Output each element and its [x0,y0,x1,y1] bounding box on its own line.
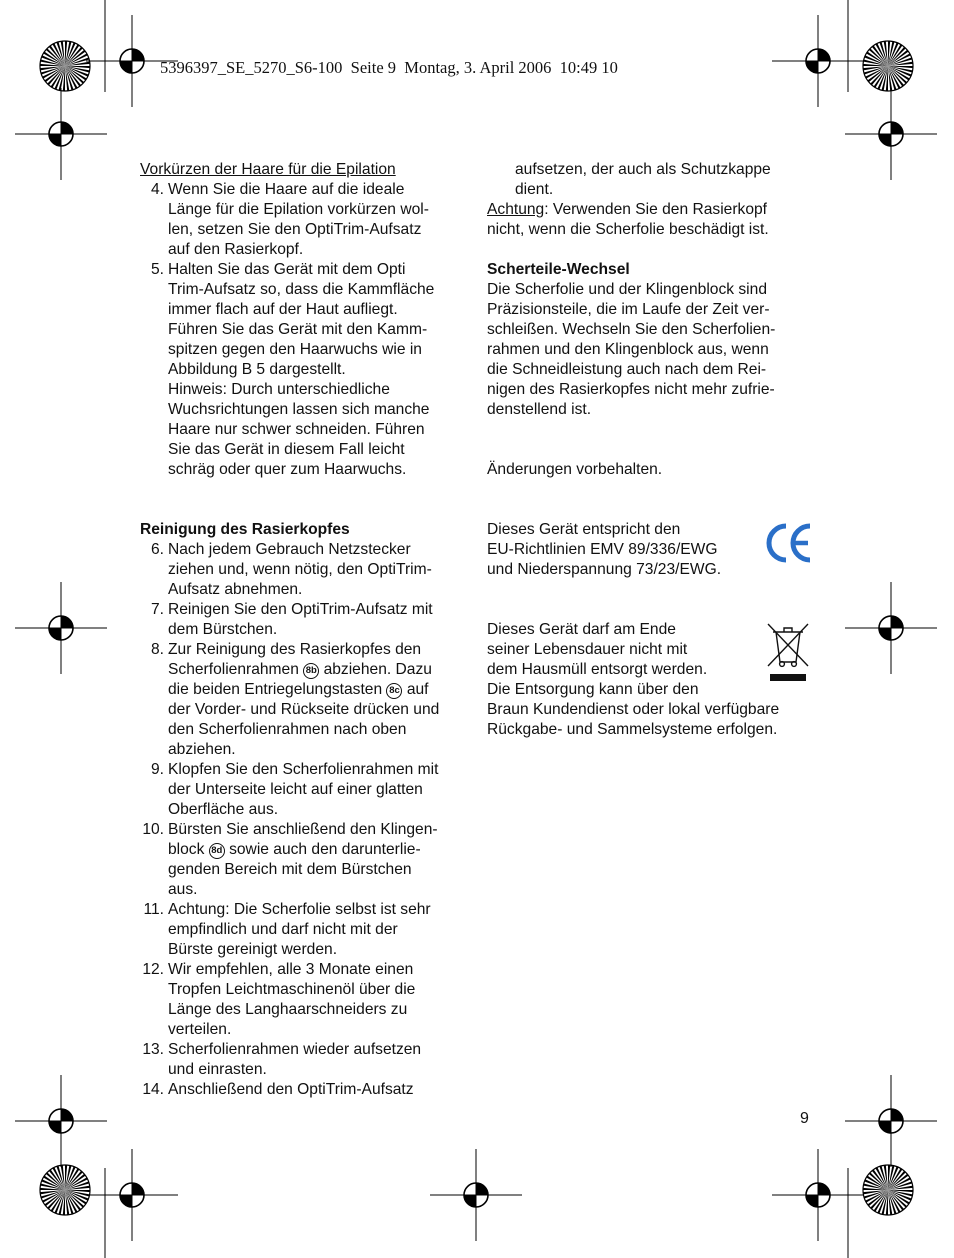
list-item-7: 7. Reinigen Sie den OptiTrim-Aufsatz mit dem Bürstchen. [150,601,433,638]
registration-mark-icon [772,1149,864,1241]
print-slug: 5396397_SE_5270_S6-100 Seite 9 Montag, 3. April 2006 10:49 10 [160,58,618,77]
part-symbol-8b: 8b [303,663,319,679]
page-number: 9 [800,1110,809,1127]
left-column [140,160,470,1100]
starburst-target-icon [863,41,913,91]
registration-mark-icon [845,88,937,180]
registration-mark-icon [15,582,107,674]
registration-mark-icon [772,15,864,107]
part-symbol-8c: 8c [386,683,402,699]
list-item-4: 4. Wenn Sie die Haare auf die ideale Länge für die Epilation vorkürzen wol- len, setzen Sie den OptiTrim-Aufsatz auf den Rasierkopf. [150,181,429,258]
registration-mark-icon [430,1149,522,1241]
part-symbol-8d: 8d [209,843,225,859]
starburst-target-icon [863,1165,913,1215]
list-item-5: 5. Halten Sie das Gerät mit dem Opti Trim-Aufsatz so, dass die Kammfläche immer flach auf der Haut aufliegt. Führen Sie das Gerät mit den Kamm- spitzen gegen den Haarwuchs wie in Abbildung B 5 dargestellt. Hinweis: Durch unterschiedliche Wuchsrichtungen lassen sich manche Haare nur schwer schneiden. Führen Sie das Gerät in diesem Fall leicht schräg oder quer zum Haarwuchs. [150,261,435,478]
right-column: aufsetzen, der auch als Schutzkappe dient. Achtung: Verwenden Sie den Rasierkopf nicht, wenn die Scherfolie beschädigt ist. Scherteile-Wechsel Die Scherfolie und der Klingenblock sind Präzisionsteile, die im Laufe der Zeit ver- schleißen. Wechseln Sie den Scherfolien- rahmen und den Klingenblock aus, wenn die Schneidleistung auch nach dem Rei- nigen des Rasierkopfes nicht mehr zufrie- denstellend ist. Änderungen vorbehalten. Dieses Gerät entspricht den EU-Richtlinien EMV 89/336/EWG und Niederspannung 73/23/EWG. Dieses Gerät darf am Ende seiner Lebensdauer nicht mit dem Hausmüll entsorgt werden. Die Entsorgung kann über den Braun Kundendienst oder lokal verfügbare Rückgabe- und Sammelsysteme erfolgen. [487,160,822,740]
list-item-10: 10. Bürsten Sie anschließend den Klingen- block 8d sowie auch den darunterlie- genden Bereich mit dem Bürstchen aus. [142,821,438,898]
list-item-12: 12. Wir empfehlen, alle 3 Monate einen Tropfen Leichtmaschinenöl über die Länge des Langhaarschneiders zu verteilen. [142,961,416,1038]
registration-mark-icon [86,1149,178,1241]
section-title-parts: Scherteile-Wechsel [487,261,630,278]
section-title-epilation: Vorkürzen der Haare für die Epilation [140,161,396,178]
section-title-cleaning: Reinigung des Rasierkopfes [140,521,350,538]
list-item-9: 9. Klopfen Sie den Scherfolienrahmen mit der Unterseite leicht auf einer glatten Oberfläche aus. [150,761,439,818]
starburst-target-icon [40,41,90,91]
changes-note: Änderungen vorbehalten. [487,461,663,478]
list-item-14: 14. Anschließend den OptiTrim-Aufsatz [142,1081,414,1098]
registration-mark-icon [15,1075,107,1167]
crossed-bin-icon [764,620,812,684]
list-item-6: 6. Nach jedem Gebrauch Netzstecker ziehen und, wenn nötig, den OptiTrim- Aufsatz abnehmen. [150,541,432,598]
list-item-13: 13. Scherfolienrahmen wieder aufsetzen und einrasten. [142,1041,422,1078]
registration-mark-icon [845,582,937,674]
list-item-8: 8. Zur Reinigung des Rasierkopfes den Scherfolienrahmen 8b abziehen. Dazu die beiden Entriegelungstasten 8c auf der Vorder- und Rückseite drücken und den Scherfolienrahmen nach oben abziehen. [150,641,440,758]
ce-mark-icon [764,520,814,566]
registration-mark-icon [845,1075,937,1167]
registration-mark-icon [15,88,107,180]
continuation-item-14: aufsetzen, der auch als Schutzkappe dient. [515,161,771,198]
list-item-11: 11. Achtung: Die Scherfolie selbst ist sehr empfindlich und darf nicht mit der Bürste gereinigt werden. [143,901,431,958]
starburst-target-icon [40,1165,90,1215]
warning-text: Achtung: Verwenden Sie den Rasierkopf [487,201,768,218]
